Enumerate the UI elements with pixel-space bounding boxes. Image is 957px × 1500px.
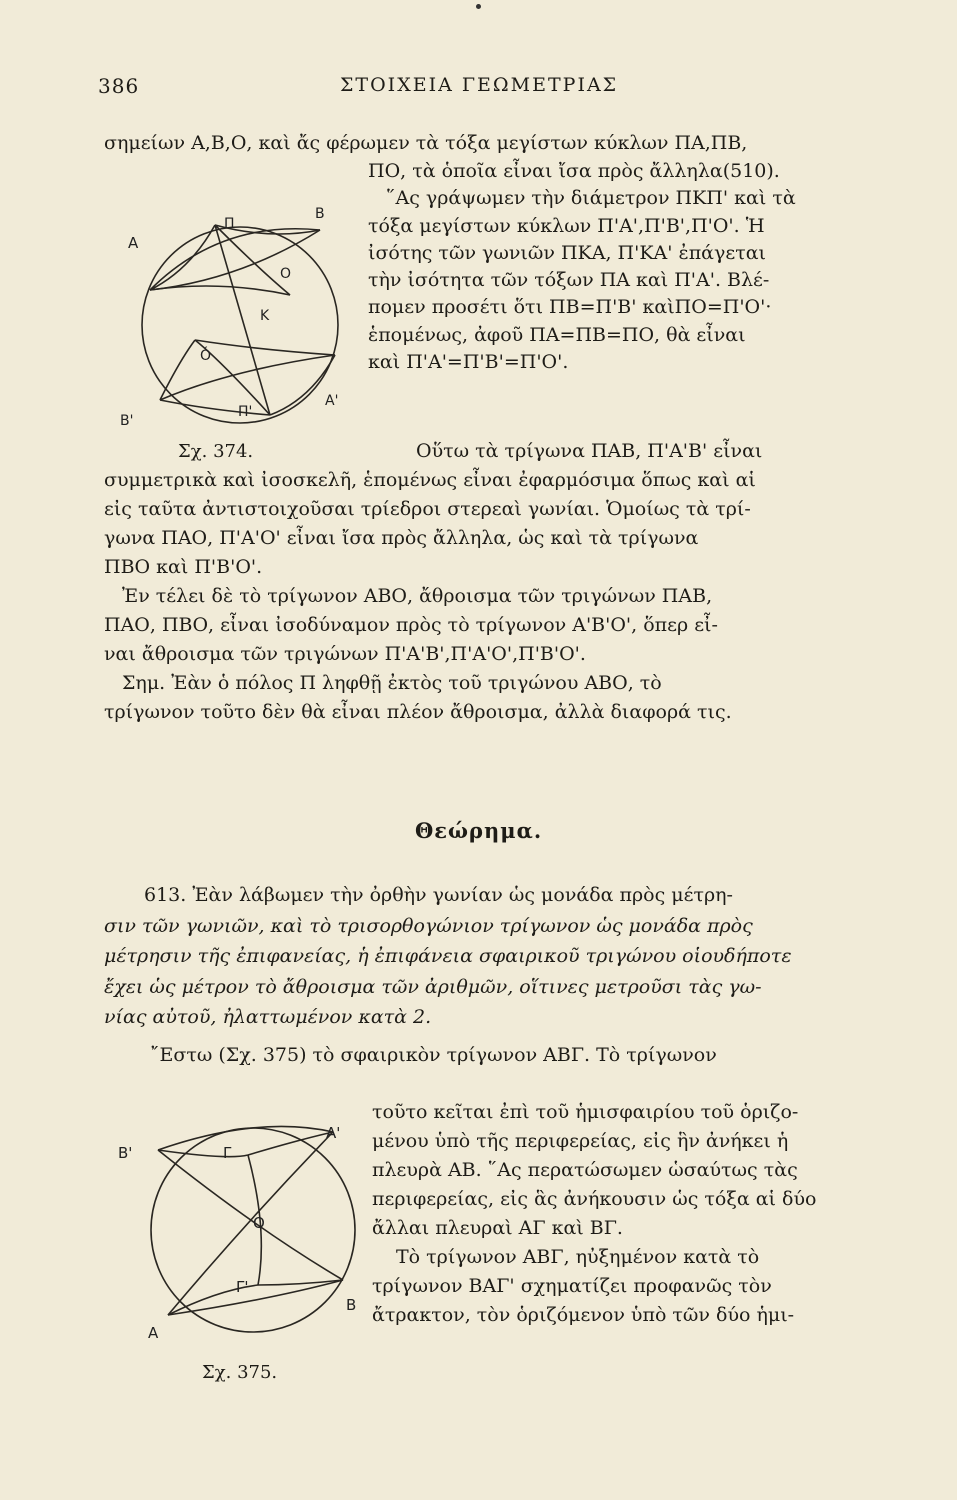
text-line: Ἐν τέλει δὲ τὸ τρίγωνον ΑΒΟ, ἄθροισμα τῶν τριγώνων ΠΑΒ, [122, 585, 713, 607]
label-A: Α [128, 234, 139, 252]
text-line: Τὸ τρίγωνον ΑΒΓ, ηὐξημένον κατὰ τὸ [396, 1246, 760, 1268]
label-B-prime: Β' [120, 413, 134, 429]
text-line: ἰσότης τῶν γωνιῶν ΠΚΑ, Π'ΚΑ' ἐπάγεται [368, 241, 766, 264]
text-line: πομεν προσέτι ὅτι ΠΒ=Π'Β' καὶΠΟ=Π'Ο'· [368, 296, 772, 319]
label-O: O [280, 266, 292, 282]
figure-375 [118, 1110, 368, 1350]
arc-ag [158, 1150, 248, 1157]
label-O: Ο [253, 1214, 265, 1232]
label-B-prime: B' [118, 1144, 133, 1162]
text-line: σιν τῶν γωνιῶν, καὶ τὸ τρισορθογώνιον τρίγωνον ὡς μονάδα πρὸς [104, 914, 753, 937]
sphere-outline [142, 227, 338, 423]
text-line: γωνα ΠΑΟ, Π'Α'Ο' εἶναι ἴσα πρὸς ἄλληλα, ὡς καὶ τὰ τρίγωνα [104, 527, 699, 549]
paragraph-bottom-first [150, 1042, 850, 1069]
text-line: τόξα μεγίστων κύκλων Π'Α',Π'Β',Π'Ο'. Ἡ [368, 214, 765, 237]
text-line: τὴν ἰσότητα τῶν τόξων ΠΑ καὶ Π'Α'. Βλέ- [368, 269, 770, 292]
text-line: τρίγωνον ΒΑΓ' σχηματίζει προφανῶς τὸν [372, 1275, 772, 1297]
text-line: εἰς ταῦτα ἀντιστοιχοῦσαι τρίεδροι στερεαὶ γωνίαι. Ὁμοίως τὰ τρί- [104, 498, 751, 520]
paragraph-top-wrap [368, 158, 848, 376]
text-line: καὶ Π'Α'=Π'Β'=Π'Ο'. [368, 351, 569, 374]
text-line: 613. Ἐὰν λάβωμεν τὴν ὀρθὴν γωνίαν ὡς μονάδα πρὸς μέτρη- [144, 884, 733, 906]
label-G-prime: Γ' [236, 1278, 249, 1296]
page-speck [476, 4, 481, 9]
text-line: τοῦτο κεῖται ἐπὶ τοῦ ἡμισφαιρίου τοῦ ὁριζο- [372, 1101, 799, 1123]
text-line: ῞Ας γράψωμεν τὴν διάμετρον ΠΚΠ' καὶ τὰ [386, 187, 796, 210]
text-line: ἔχει ὡς μέτρον τὸ ἄθροισμα τῶν ἀριθμῶν, οἵτινες μετροῦσι τὰς γω- [104, 975, 762, 998]
text-line: ΠΒΟ καὶ Π'Β'Ο'. [104, 556, 263, 578]
label-P: Π [224, 216, 235, 232]
text-line: ναι ἄθροισμα τῶν τριγώνων Π'Α'Β',Π'Α'Ο',Π'Β'Ο'. [104, 643, 586, 665]
text-line: ἄτρακτον, τὸν ὁριζόμενον ὑπὸ τῶν δύο ἡμι- [372, 1304, 795, 1326]
text-line: σημείων Α,Β,Ο, καὶ ἄς φέρωμεν τὰ τόξα μεγίστων κύκλων ΠΑ,ΠΒ, [104, 132, 748, 154]
label-B: B [346, 1296, 357, 1314]
text-line: ἄλλαι πλευραὶ ΑΓ καὶ ΒΓ. [372, 1217, 623, 1239]
figure-374 [120, 200, 365, 440]
text-line: ΠΑΟ, ΠΒΟ, εἶναι ἰσοδύναμον πρὸς τὸ τρίγωνον Α'Β'Ο', ὅπερ εἶ- [104, 614, 718, 636]
arc-ab [150, 230, 320, 290]
label-K: Κ [260, 308, 270, 324]
text-line: πλευρὰ ΑΒ. ῞Ας περατώσωμεν ὡσαύτως τὰς [372, 1159, 798, 1181]
arc-bottom [160, 355, 335, 400]
running-title: ΣΤΟΙΧΕΙΑ ΓΕΩΜΕΤΡΙΑΣ [340, 74, 619, 96]
arc-b2o2 [160, 340, 195, 400]
arc-a2o2 [195, 340, 335, 355]
paragraph-bottom-wrap [372, 1098, 850, 1330]
label-O-prime: Ó [200, 348, 212, 364]
text-line: ἑπομένως, ἀφοῦ ΠΑ=ΠΒ=ΠΟ, θὰ εἶναι [368, 323, 746, 346]
arc-a2b2 [168, 1132, 333, 1315]
text-line: τρίγωνον τοῦτο δὲν θὰ εἶναι πλέον ἄθροισμα, ἀλλὰ διαφορά τις. [104, 701, 732, 723]
text-line: μένου ὑπὸ τῆς περιφερείας, εἰς ἣν ἀνήκει ἡ [372, 1130, 789, 1152]
text-line: μέτρησιν τῆς ἐπιφανείας, ἡ ἐπιφάνεια σφαιρικοῦ τριγώνου οἱουδήποτε [104, 945, 792, 967]
label-B: B [315, 206, 325, 222]
figure-375-caption: Σχ. 375. [202, 1362, 278, 1383]
label-A-prime: Α' [325, 393, 339, 409]
page-number: 386 [98, 74, 140, 98]
arc-top [150, 229, 320, 290]
label-G: Γ [223, 1144, 232, 1162]
arc-p2b2 [160, 400, 270, 415]
paragraph-mid-first [416, 438, 848, 465]
text-line: νίας αὐτοῦ, ἠλαττωμένον κατὰ 2. [104, 1006, 432, 1028]
arc-ab [158, 1150, 343, 1280]
arc-ao [150, 286, 290, 295]
theorem-heading: Θεώρημα. [415, 818, 543, 843]
label-A-prime: Α' [326, 1124, 341, 1142]
text-line: Οὕτω τὰ τρίγωνα ΠΑΒ, Π'Α'Β' εἶναι [416, 440, 763, 462]
text-line: ΠΟ, τὰ ὁποῖα εἶναι ἴσα πρὸς ἄλληλα(510). [368, 160, 780, 182]
text-line: ῎Εστω (Σχ. 375) τὸ σφαιρικὸν τρίγωνον ΑΒΓ. Τὸ τρίγωνον [150, 1044, 717, 1066]
label-P-prime: Π' [238, 404, 253, 420]
paragraph-top-first-line [104, 130, 849, 157]
text-line: συμμετρικὰ καὶ ἰσοσκελῆ, ἑπομένως εἶναι ἐφαρμόσιμα ὅπως καὶ αἱ [104, 469, 756, 491]
text-line: περιφερείας, εἰς ἃς ἀνήκουσιν ὡς τόξα αἱ δύο [372, 1188, 817, 1210]
figure-374-caption: Σχ. 374. [178, 441, 254, 462]
label-A: Α [148, 1324, 159, 1342]
theorem-statement [104, 880, 848, 1033]
text-line: Σημ. Ἐὰν ὁ πόλος Π ληφθῇ ἐκτὸς τοῦ τριγώνου ΑΒΟ, τὸ [122, 672, 662, 694]
paragraph-mid [104, 466, 848, 727]
